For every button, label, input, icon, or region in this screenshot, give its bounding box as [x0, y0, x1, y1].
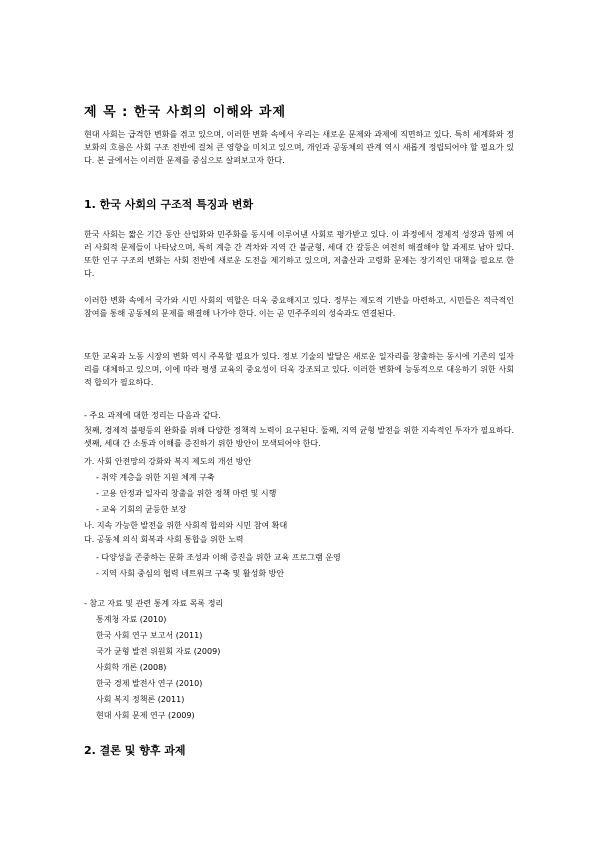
reference-item: 통계청 자료 (2010) [96, 615, 167, 624]
list-item: 나. 지속 가능한 발전을 위한 사회적 합의와 시민 참여 확대 [84, 521, 288, 530]
document-title: 제 목 : 한국 사회의 이해와 과제 [84, 105, 287, 120]
section-1-heading: 1. 한국 사회의 구조적 특징과 변화 [84, 198, 254, 211]
reference-item: 현대 사회 문제 연구 (2009) [96, 711, 195, 720]
section-1-paragraph-1: 한국 사회는 짧은 기간 동안 산업화와 민주화를 동시에 이루어낸 사회로 평가받고 있다. 이 과정에서 경제적 성장과 함께 여러 사회적 문제들이 나타났으며, 특히 계층 간 격차와 지역 간 불균형, 세대 간 갈등은 여전히 해결해야 할 과제로 남아 있다. 또한 인구 구조의 변화는 사회 전반에 새로운 도전을 제기하고 있으며, 저출산과 고령화 문제는 장기적인 대책을 필요로 한다. [84, 230, 514, 278]
reference-item: 국가 균형 발전 위원회 자료 (2009) [96, 647, 221, 656]
list-group-2-heading: - 참고 자료 및 관련 통계 자료 목록 정리 [84, 599, 224, 608]
list-item: - 지역 사회 중심의 협력 네트워크 구축 및 활성화 방안 [96, 569, 285, 578]
reference-item: 한국 사회 연구 보고서 (2011) [96, 631, 203, 640]
section-2-heading: 2. 결론 및 향후 과제 [84, 744, 186, 757]
intro-paragraph: 현대 사회는 급격한 변화를 겪고 있으며, 이러한 변화 속에서 우리는 새로운 문제와 과제에 직면하고 있다. 특히 세계화와 정보화의 흐름은 사회 구조 전반에 걸쳐 큰 영향을 미치고 있으며, 개인과 공동체의 관계 역시 새롭게 정립되어야 할 필요가 있다. 본 글에서는 이러한 문제를 중심으로 살펴보고자 한다. [84, 130, 514, 165]
list-item: - 고용 안정과 일자리 창출을 위한 정책 마련 및 시행 [96, 489, 277, 498]
reference-item: 사회 복지 정책론 (2011) [96, 695, 185, 704]
section-1-paragraph-2: 이러한 변화 속에서 국가와 시민 사회의 역할은 더욱 중요해지고 있다. 정부는 제도적 기반을 마련하고, 시민들은 적극적인 참여를 통해 공동체의 문제를 해결해 나가야 한다. 이는 곧 민주주의의 성숙과도 연결된다. [84, 296, 514, 318]
list-group-1-intro: 첫째, 경제적 불평등의 완화를 위해 다양한 정책적 노력이 요구된다. 둘째, 지역 균형 발전을 위한 지속적인 투자가 필요하다. 셋째, 세대 간 소통과 이해를 증진하기 위한 방안이 모색되어야 한다. [84, 426, 514, 448]
list-group-1-heading: - 주요 과제에 대한 정리는 다음과 같다. [84, 411, 221, 420]
list-item: 가. 사회 안전망의 강화와 복지 제도의 개선 방안 [84, 457, 252, 466]
list-item: - 다양성을 존중하는 문화 조성과 이해 증진을 위한 교육 프로그램 운영 [96, 553, 341, 562]
list-item: - 교육 기회의 균등한 보장 [96, 505, 187, 514]
reference-item: 한국 경제 발전사 연구 (2010) [96, 679, 203, 688]
list-item: - 취약 계층을 위한 지원 체계 구축 [96, 473, 215, 482]
list-item: 다. 공동체 의식 회복과 사회 통합을 위한 노력 [84, 535, 244, 544]
reference-item: 사회학 개론 (2008) [96, 663, 167, 672]
section-1-paragraph-3: 또한 교육과 노동 시장의 변화 역시 주목할 필요가 있다. 정보 기술의 발달은 새로운 일자리를 창출하는 동시에 기존의 일자리를 대체하고 있으며, 이에 따라 평생 교육의 중요성이 더욱 강조되고 있다. 이러한 변화에 능동적으로 대응하기 위한 사회적 합의가 필요하다. [84, 352, 514, 387]
